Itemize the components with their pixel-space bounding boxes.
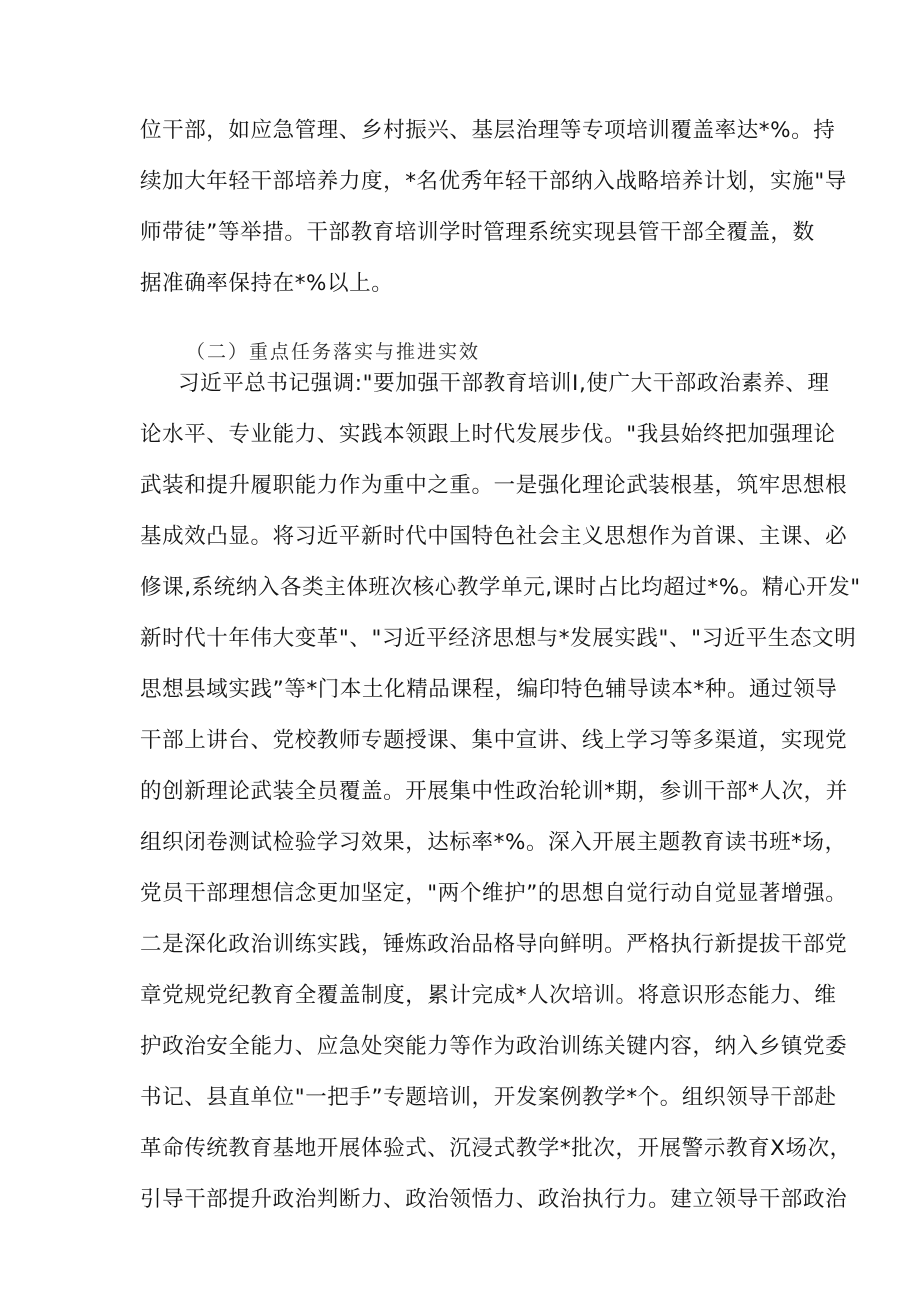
paragraph-2-line-1: 习近平总书记强调:"要加强干部教育培训I,使广大干部政治素养、理	[178, 371, 830, 396]
paragraph-1-line-2: 续加大年轻干部培养力度，*名优秀年轻干部纳入战略培养计划，实施"导	[140, 169, 847, 194]
paragraph-2-line-6: 新时代十年伟大变革"、"习近平经济思想与*发展实践"、"习近平生态文明	[140, 626, 857, 651]
paragraph-2-line-7: 思想县域实践”等*门本土化精品课程，编印特色辅导读本*种。通过领导	[140, 677, 838, 702]
paragraph-2-line-13: 章党规党纪教育全覆盖制度，累计完成*人次培训。将意识形态能力、维	[140, 983, 837, 1008]
paragraph-2-line-12: 二是深化政治训练实践，锤炼政治品格导向鲜明。严格执行新提拔干部党	[140, 932, 848, 957]
paragraph-2-line-10: 组织闭卷测试检验学习效果，达标率*%。深入开展主题教育读书班*场，	[140, 830, 847, 855]
paragraph-2-line-16: 革命传统教育基地开展体验式、沉浸式教学*批次，开展警示教育X场次，	[140, 1136, 852, 1161]
paragraph-1-line-1: 位干部，如应急管理、乡村振兴、基层治理等专项培训覆盖率达*%。持	[140, 118, 836, 143]
paragraph-2-line-11: 党员干部理想信念更加坚定，"两个维护”的思想自觉行动自觉显著增强。	[140, 881, 848, 906]
paragraph-2-line-8: 干部上讲台、党校教师专题授课、集中宣讲、线上学习等多渠道，实现党	[140, 728, 848, 753]
paragraph-1-line-4: 据准确率保持在*%以上。	[140, 271, 394, 296]
paragraph-1-line-3: 师带徒”等举措。干部教育培训学时管理系统实现县管干部全覆盖，数	[140, 220, 815, 245]
paragraph-2-line-2: 论水平、专业能力、实践本领跟上时代发展步伐。"我县始终把加强理论	[140, 422, 836, 447]
paragraph-2-line-9: 的创新理论武装全员覆盖。开展集中性政治轮训*期，参训干部*人次，并	[140, 779, 848, 804]
paragraph-2-line-14: 护政治安全能力、应急处突能力等作为政治训练关键内容，纳入乡镇党委	[140, 1034, 848, 1059]
paragraph-2-line-17: 引导干部提升政治判断力、政治领悟力、政治执行力。建立领导干部政治	[140, 1187, 848, 1212]
section-heading: （二）重点任务落实与推进实效	[186, 341, 481, 363]
paragraph-2-line-5: 修课,系统纳入各类主体班次核心教学单元,课时占比均超过*%。精心开发"	[140, 575, 861, 600]
paragraph-2-line-4: 基成效凸显。将习近平新时代中国特色社会主义思想作为首课、主课、必	[140, 524, 848, 549]
paragraph-2-line-3: 武装和提升履职能力作为重中之重。一是强化理论武装根基，筑牢思想根	[140, 473, 848, 498]
paragraph-2-line-15: 书记、县直单位"一把手”专题培训，开发案例教学*个。组织领导干部赴	[140, 1085, 837, 1110]
